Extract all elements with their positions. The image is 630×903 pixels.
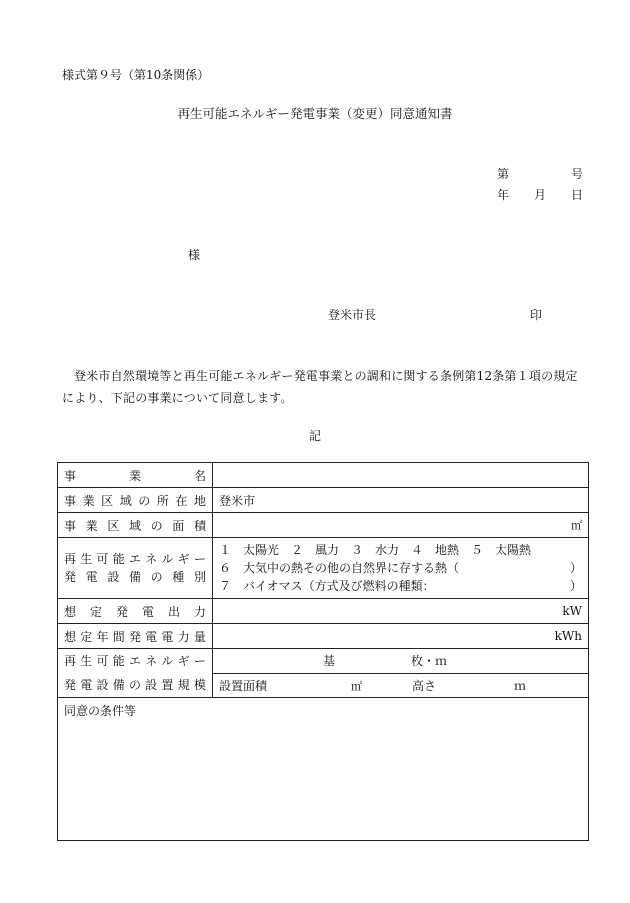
- label-char: の: [150, 570, 163, 584]
- document-title: 再生可能エネルギー発電事業（変更）同意通知書: [177, 106, 453, 121]
- table-row: [58, 649, 589, 674]
- table-row: [58, 513, 589, 538]
- dai-label: 第: [497, 167, 510, 181]
- annual-value[interactable]: [213, 624, 589, 649]
- label-char: 置: [161, 678, 174, 692]
- location-value[interactable]: 登米市: [213, 488, 589, 513]
- label-char: の: [138, 493, 151, 508]
- label-char: 能: [112, 654, 125, 668]
- label-char: 設: [96, 678, 109, 692]
- type-option-line-1: １ 太陽光 ２ 風力 ３ 水力 ４ 地熱 ５ 太陽熱: [219, 543, 532, 557]
- area-value[interactable]: [213, 513, 589, 538]
- type-options[interactable]: [213, 538, 589, 599]
- label-char: 想: [64, 629, 77, 644]
- label-char: ６ 大気中の熱その他の自然界に存する熱（: [219, 561, 460, 575]
- label-char: 発: [115, 604, 128, 619]
- count-suffix: 枚・ｍ: [411, 654, 448, 669]
- label-char: 地: [193, 493, 206, 508]
- label-char: ル: [161, 654, 174, 668]
- table-row: [58, 698, 589, 841]
- business-name-value[interactable]: [213, 463, 589, 488]
- label-char: 区: [101, 493, 114, 508]
- label-char: 定: [80, 629, 93, 644]
- table-row: [58, 463, 589, 488]
- label-location: [58, 488, 213, 513]
- annual-unit: kWh: [554, 629, 582, 643]
- label-char: 再: [64, 552, 77, 566]
- label-char: 量: [193, 629, 206, 644]
- label-char: 発: [64, 678, 77, 692]
- label-char: 生: [80, 552, 93, 566]
- install-area-unit: ㎡: [351, 679, 363, 693]
- go-label: 号: [570, 167, 583, 181]
- label-output: [58, 599, 213, 624]
- scale-area-height-value[interactable]: [213, 673, 589, 698]
- addressee-label: 様: [188, 248, 201, 262]
- label-char: 電: [85, 570, 98, 584]
- label-char: 域: [119, 493, 132, 508]
- table-row: [58, 538, 589, 599]
- label-char: 再: [64, 654, 77, 668]
- table-row: [58, 488, 589, 513]
- label-char: 備: [112, 678, 125, 692]
- label-char: 面: [172, 518, 185, 533]
- install-area-label: 設置面積: [219, 678, 268, 693]
- type-option-line-3: [219, 577, 582, 595]
- label-char: ギ: [177, 552, 190, 566]
- output-value[interactable]: [213, 599, 589, 624]
- day-label: 日: [570, 188, 583, 202]
- label-char: 別: [193, 570, 206, 584]
- date-line: [497, 186, 583, 203]
- label-char: 備: [128, 570, 141, 584]
- label-char: 種: [172, 570, 185, 584]
- area-unit: ㎡: [571, 519, 582, 532]
- consent-table: [57, 462, 589, 841]
- label-area: [58, 513, 213, 538]
- label-char: 設: [145, 678, 158, 692]
- label-char: の: [128, 678, 141, 692]
- label-char: エ: [128, 552, 141, 566]
- label-char: 業: [82, 493, 95, 508]
- month-label: 月: [533, 188, 546, 202]
- label-char: 出: [167, 604, 180, 619]
- count-prefix: 基: [323, 654, 336, 669]
- label-char: 事: [64, 518, 77, 533]
- type-option-line-2: [219, 559, 582, 577]
- label-char: 想: [64, 604, 77, 619]
- label-char: 積: [193, 518, 206, 533]
- label-char: 設: [107, 570, 120, 584]
- label-char: 在: [175, 493, 188, 508]
- label-char: ）: [569, 561, 582, 575]
- label-char: 所: [156, 493, 169, 508]
- label-char: 能: [112, 552, 125, 566]
- label-char: ギ: [177, 654, 190, 668]
- label-char: 事: [64, 493, 77, 508]
- label-char: 年: [96, 629, 109, 644]
- label-char: エ: [128, 654, 141, 668]
- label-char: 発: [128, 629, 141, 644]
- label-char: 事: [64, 468, 77, 483]
- conditions-cell[interactable]: [58, 698, 589, 841]
- table-row: [58, 599, 589, 624]
- label-annual: [58, 624, 213, 649]
- label-char: ネ: [145, 654, 158, 668]
- conditions-label: 同意の条件等: [64, 704, 137, 718]
- label-char: ー: [193, 654, 206, 668]
- label-char: 模: [193, 678, 206, 692]
- scale-count-value[interactable]: [213, 649, 589, 674]
- height-unit: ｍ: [514, 678, 527, 693]
- label-char: 区: [107, 518, 120, 533]
- table-row: [58, 624, 589, 649]
- body-paragraph: 登米市自然環境等と再生可能エネルギー発電事業との調和に関する条例第12条第１項の規定により、下記の事業について同意します。: [62, 369, 578, 405]
- label-char: 力: [177, 629, 190, 644]
- seal-label: 印: [530, 308, 543, 322]
- label-char: 発: [64, 570, 77, 584]
- label-char: ）: [569, 579, 582, 593]
- label-char: ネ: [145, 552, 158, 566]
- label-char: の: [150, 518, 163, 533]
- label-char: 電: [145, 629, 158, 644]
- label-char: 電: [161, 629, 174, 644]
- label-char: 力: [193, 604, 206, 619]
- label-scale: [58, 649, 213, 698]
- label-business-name: [58, 463, 213, 488]
- label-type: [58, 538, 213, 599]
- height-label: 高さ: [412, 678, 437, 693]
- label-char: 名: [193, 468, 206, 483]
- output-unit: kW: [562, 604, 582, 618]
- form-number: 様式第９号（第10条関係）: [62, 68, 210, 82]
- label-char: ７ バイオマス（方式及び燃料の種類：: [219, 579, 435, 593]
- ki-heading: 記: [308, 429, 321, 443]
- document-number-line: [497, 165, 583, 182]
- year-label: 年: [497, 188, 510, 202]
- label-char: 可: [96, 654, 109, 668]
- label-char: ー: [193, 552, 206, 566]
- label-char: 電: [80, 678, 93, 692]
- label-char: 電: [141, 604, 154, 619]
- label-char: 生: [80, 654, 93, 668]
- label-char: 間: [112, 629, 125, 644]
- label-char: 業: [85, 518, 98, 533]
- label-char: 可: [96, 552, 109, 566]
- mayor-label: 登米市長: [328, 308, 377, 322]
- label-char: 業: [128, 468, 141, 483]
- label-char: 定: [89, 604, 102, 619]
- label-char: 域: [128, 518, 141, 533]
- label-char: 規: [177, 678, 190, 692]
- label-char: ル: [161, 552, 174, 566]
